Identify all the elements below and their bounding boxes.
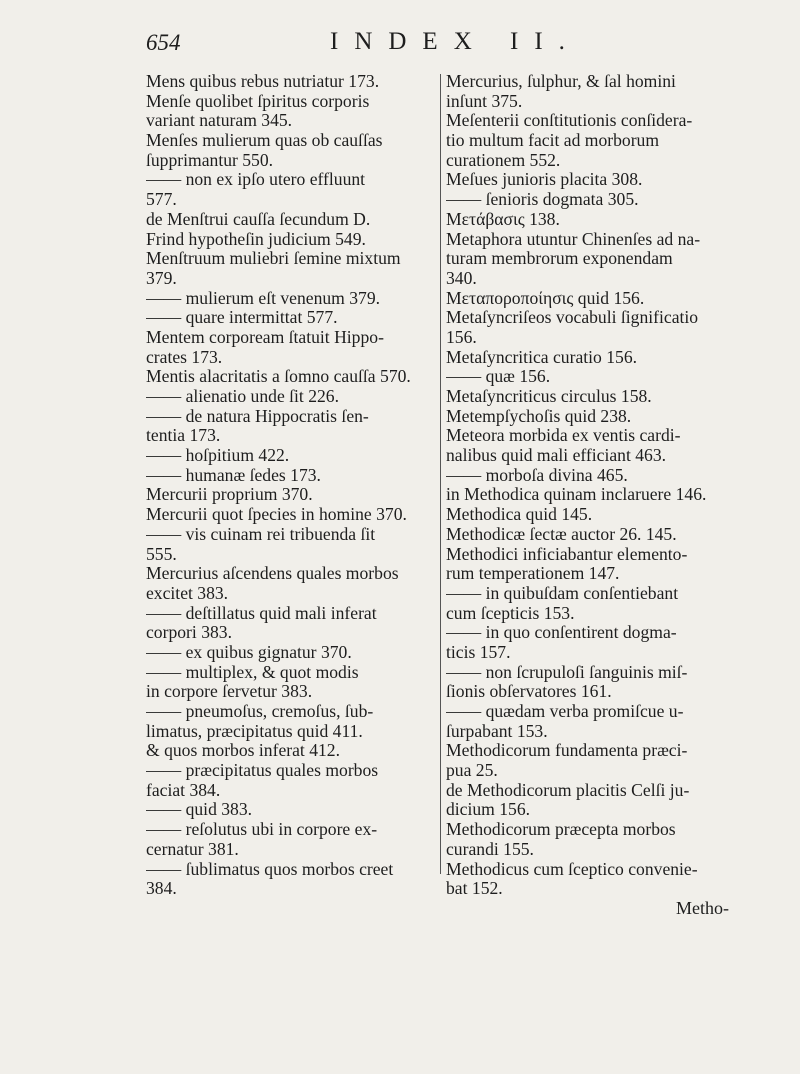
index-line: Mercurii quot ſpecies in homine 370. — [146, 505, 407, 525]
index-line: Mentis alacritatis a ſomno cauſſa 570. — [146, 367, 411, 387]
index-line: Mentem corpoream ſtatuit Hippo- — [146, 327, 384, 347]
index-line: 156. — [446, 327, 477, 347]
index-line: —— mulierum eſt venenum 379. — [146, 288, 381, 308]
index-line: limatus, præcipitatus quid 411. — [146, 721, 363, 741]
index-line: —— quædam verba promiſcue u- — [446, 702, 684, 721]
index-line: in Methodica quinam inclaruere 146. — [446, 485, 707, 505]
column-divider — [440, 74, 441, 874]
index-line: de Methodicorum placitis Celſi ju- — [446, 780, 690, 800]
index-line: Menſtruum muliebri ſemine mixtum — [146, 249, 401, 269]
index-line: —— quæ 156. — [446, 367, 551, 387]
index-line: 577. — [146, 190, 177, 210]
index-line: de Menſtrui cauſſa ſecundum D. — [146, 209, 371, 229]
left-column — [146, 72, 436, 899]
index-line: bat 152. — [446, 879, 503, 899]
index-line: Menſes mulierum quas ob cauſſas — [146, 131, 383, 151]
index-line: ticis 157. — [446, 642, 511, 662]
index-line: —— morboſa divina 465. — [446, 465, 628, 485]
index-line: 340. — [446, 268, 477, 288]
index-line: curandi 155. — [446, 839, 534, 859]
index-line: —— reſolutus ubi in corpore ex- — [146, 820, 378, 840]
index-line: Metaphora utuntur Chinenſes ad na- — [446, 229, 701, 249]
index-line: —— multiplex, & quot modis — [146, 662, 359, 682]
index-line: Mercurius aſcendens quales morbos — [146, 564, 399, 584]
index-line: & quos morbos inferat 412. — [146, 741, 340, 761]
index-line: —— ſenioris dogmata 305. — [446, 190, 639, 210]
index-line: —— quare intermittat 577. — [146, 308, 338, 328]
index-line: 555. — [146, 544, 177, 564]
index-line: —— pneumoſus, cremoſus, ſub- — [146, 702, 374, 721]
index-line: in corpore ſervetur 383. — [146, 682, 313, 702]
index-line: Μεταποροποίησις quid 156. — [446, 288, 645, 308]
index-line: crates 173. — [146, 347, 223, 367]
index-line: Menſe quolibet ſpiritus corporis — [146, 91, 370, 111]
index-line: —— alienatio unde ſit 226. — [146, 387, 340, 406]
index-line: dicium 156. — [446, 800, 531, 820]
index-line: —— quid 383. — [146, 800, 253, 820]
index-line: Methodica quid 145. — [446, 505, 593, 525]
index-line: pua 25. — [446, 761, 498, 781]
index-line: Mercurii proprium 370. — [146, 485, 313, 505]
index-line: cum ſcepticis 153. — [446, 603, 575, 623]
index-line: —— præcipitatus quales morbos — [146, 761, 379, 781]
index-line: Mercurius, ſulphur, & ſal homini — [446, 72, 676, 91]
index-line: Metempſychoſis quid 238. — [446, 406, 632, 426]
index-line: turam membrorum exponendam — [446, 249, 673, 269]
index-line: ſupprimantur 550. — [146, 150, 274, 170]
index-line: inſunt 375. — [446, 91, 523, 111]
index-line: —— deſtillatus quid mali inferat — [146, 603, 377, 623]
index-line: Meteora morbida ex ventis cardi- — [446, 426, 681, 446]
index-line: —— vis cuinam rei tribuenda ſit — [146, 524, 376, 544]
index-line: Methodicus cum ſceptico convenie- — [446, 859, 698, 879]
index-line: variant naturam 345. — [146, 111, 293, 131]
index-line: —— non ex ipſo utero effluunt — [146, 170, 366, 190]
index-line: Metaſyncritica curatio 156. — [446, 347, 638, 367]
index-line: curationem 552. — [446, 150, 561, 170]
index-line: —— de natura Hippocratis ſen- — [146, 406, 369, 426]
index-line: 384. — [146, 879, 177, 899]
index-line: ſurpabant 153. — [446, 721, 548, 741]
index-line: —— non ſcrupuloſi ſanguinis miſ- — [446, 662, 688, 682]
index-line: —— ex quibus gignatur 370. — [146, 642, 352, 662]
index-line: corpori 383. — [146, 623, 232, 643]
index-line: rum temperationem 147. — [446, 564, 620, 584]
index-line: tentia 173. — [146, 426, 221, 446]
running-head: INDEX II. — [330, 28, 581, 55]
catchword: Metho- — [676, 898, 729, 918]
index-line: —— hoſpitium 422. — [146, 446, 290, 466]
index-line: Metaſyncriſeos vocabuli ſignificatio — [446, 308, 699, 328]
index-line: —— in quibuſdam conſentiebant — [446, 583, 679, 603]
index-line: Methodici inficiabantur elemento- — [446, 544, 688, 564]
index-line: Methodicorum præcepta morbos — [446, 820, 676, 840]
page-number: 654 — [146, 30, 181, 55]
right-column — [446, 72, 736, 899]
index-line: faciat 384. — [146, 780, 221, 800]
index-line: Frind hypotheſin judicium 549. — [146, 229, 366, 249]
index-line: excitet 383. — [146, 583, 229, 603]
index-line: cernatur 381. — [146, 839, 239, 859]
index-line: Metaſyncriticus circulus 158. — [446, 387, 652, 406]
index-line: Mens quibus rebus nutriatur 173. — [146, 72, 380, 91]
index-line: tio multum facit ad morborum — [446, 131, 660, 151]
index-line: Methodicorum fundamenta præci- — [446, 741, 688, 761]
index-line: Methodicæ ſectæ auctor 26. 145. — [446, 524, 677, 544]
index-line: Μετάβασις 138. — [446, 209, 560, 229]
index-line: Meſues junioris placita 308. — [446, 170, 643, 190]
index-line: —— in quo conſentirent dogma- — [446, 623, 677, 643]
index-line: —— humanæ ſedes 173. — [146, 465, 321, 485]
index-line: Meſenterii conſtitutionis conſidera- — [446, 111, 693, 131]
index-line: ſionis obſervatores 161. — [446, 682, 612, 702]
index-line: 379. — [146, 268, 177, 288]
index-line: nalibus quid mali efficiant 463. — [446, 446, 667, 466]
index-line: —— ſublimatus quos morbos creet — [146, 859, 394, 879]
